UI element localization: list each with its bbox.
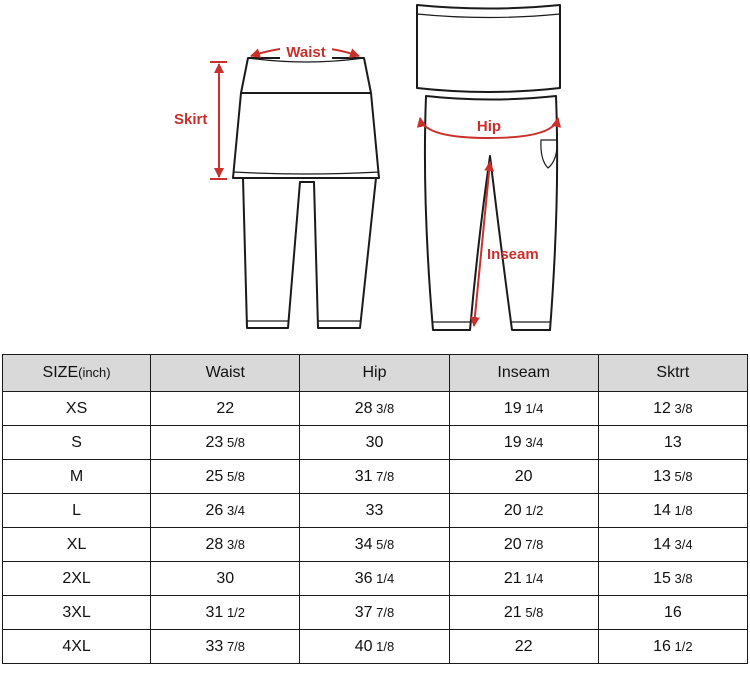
skirt-whole: 12 — [653, 399, 671, 417]
hip-fraction: 7/8 — [372, 604, 395, 620]
skirt-fraction: 5/8 — [670, 468, 693, 484]
hip-whole: 33 — [365, 501, 384, 519]
inseam-cell — [449, 528, 598, 562]
hip-whole: 40 — [354, 637, 373, 655]
inseam-cell — [449, 630, 598, 664]
table-row — [3, 426, 748, 460]
skirt-fraction: 3/8 — [670, 570, 693, 586]
waist-cell — [151, 630, 300, 664]
table-row — [3, 528, 748, 562]
inseam-whole: 22 — [514, 637, 533, 655]
waist-whole: 22 — [216, 399, 235, 417]
skirt-label: Skirt — [174, 111, 208, 128]
skirt-cell — [598, 392, 747, 426]
waist-fraction: 5/8 — [223, 434, 246, 450]
skirt-whole: 14 — [653, 535, 671, 553]
skirted-leggings-drawing — [233, 58, 379, 328]
waist-whole: 23 — [205, 433, 224, 451]
hip-fraction: 5/8 — [372, 536, 395, 552]
hip-whole: 37 — [354, 603, 373, 621]
hip-cell — [300, 596, 449, 630]
size-cell: XS — [3, 392, 151, 426]
header-inseam: Inseam — [449, 355, 598, 392]
inseam-whole: 21 — [503, 569, 522, 587]
hip-whole: 36 — [354, 569, 373, 587]
waist-whole: 31 — [205, 603, 224, 621]
hip-fraction: 3/8 — [372, 400, 395, 416]
table-header-row — [3, 355, 748, 392]
hip-whole: 30 — [365, 433, 384, 451]
waist-cell — [151, 392, 300, 426]
waist-cell — [151, 494, 300, 528]
skirt-fraction: 1/8 — [670, 502, 693, 518]
waist-fraction: 1/2 — [223, 604, 246, 620]
table-row — [3, 392, 748, 426]
header-waist: Waist — [151, 355, 300, 392]
size-cell: L — [3, 494, 151, 528]
hip-cell — [300, 392, 449, 426]
table-row — [3, 494, 748, 528]
inseam-fraction: 5/8 — [521, 604, 544, 620]
skirt-fraction: 1/2 — [670, 638, 693, 654]
waist-cell — [151, 562, 300, 596]
waist-whole: 30 — [216, 569, 235, 587]
skirt-whole: 15 — [653, 569, 671, 587]
hip-fraction: 1/8 — [372, 638, 395, 654]
inseam-whole: 19 — [503, 433, 522, 451]
skirt-cell — [598, 562, 747, 596]
inseam-cell — [449, 562, 598, 596]
hip-cell — [300, 460, 449, 494]
hip-cell — [300, 426, 449, 460]
inseam-cell — [449, 596, 598, 630]
skirt-cell — [598, 528, 747, 562]
hip-whole: 34 — [354, 535, 373, 553]
inseam-cell — [449, 494, 598, 528]
skirt-cell — [598, 426, 747, 460]
inseam-cell — [449, 460, 598, 494]
size-cell: 2XL — [3, 562, 151, 596]
waist-whole: 33 — [205, 637, 224, 655]
skirt-cell — [598, 630, 747, 664]
hip-fraction: 1/4 — [372, 570, 395, 586]
size-cell: XL — [3, 528, 151, 562]
inseam-fraction: 1/4 — [521, 570, 544, 586]
table-row — [3, 596, 748, 630]
skirt-whole: 13 — [653, 467, 671, 485]
header-hip: Hip — [300, 355, 449, 392]
waist-label: Waist — [286, 44, 326, 61]
hip-cell — [300, 562, 449, 596]
inseam-fraction: 1/4 — [521, 400, 544, 416]
header-size — [3, 355, 151, 392]
hip-fraction: 7/8 — [372, 468, 395, 484]
header-skirt: Sktrt — [598, 355, 747, 392]
header-size-text: SIZE — [42, 364, 79, 381]
table-row — [3, 562, 748, 596]
skirt-whole: 13 — [663, 433, 682, 451]
hip-whole: 31 — [354, 467, 373, 485]
size-cell: S — [3, 426, 151, 460]
inseam-whole: 20 — [503, 535, 522, 553]
skirt-whole: 16 — [663, 603, 682, 621]
inseam-cell — [449, 426, 598, 460]
waist-whole: 25 — [205, 467, 224, 485]
waist-fraction: 7/8 — [223, 638, 246, 654]
skirt-cell — [598, 460, 747, 494]
waist-fraction: 5/8 — [223, 468, 246, 484]
table-row — [3, 630, 748, 664]
inseam-whole: 20 — [514, 467, 533, 485]
hip-cell — [300, 494, 449, 528]
hip-label: Hip — [476, 118, 502, 135]
waist-whole: 28 — [205, 535, 224, 553]
skirt-whole: 16 — [653, 637, 671, 655]
inseam-fraction: 7/8 — [521, 536, 544, 552]
waist-cell — [151, 426, 300, 460]
size-cell: 3XL — [3, 596, 151, 630]
waist-cell — [151, 528, 300, 562]
waist-cell — [151, 460, 300, 494]
skirt-cell — [598, 596, 747, 630]
hip-cell — [300, 630, 449, 664]
size-chart-table — [2, 354, 748, 664]
inseam-fraction: 1/2 — [521, 502, 544, 518]
waist-whole: 26 — [205, 501, 224, 519]
skirt-cell — [598, 494, 747, 528]
inseam-whole: 21 — [503, 603, 522, 621]
inseam-cell — [449, 392, 598, 426]
inseam-fraction: 3/4 — [521, 434, 544, 450]
header-size-unit: (inch) — [78, 365, 111, 380]
table-row — [3, 460, 748, 494]
inseam-whole: 20 — [503, 501, 522, 519]
waist-fraction: 3/8 — [223, 536, 246, 552]
size-cell: 4XL — [3, 630, 151, 664]
inseam-label: Inseam — [487, 246, 539, 263]
skirt-whole: 14 — [653, 501, 671, 519]
skirt-fraction: 3/4 — [670, 536, 693, 552]
waist-cell — [151, 596, 300, 630]
inseam-whole: 19 — [503, 399, 522, 417]
hip-whole: 28 — [354, 399, 373, 417]
table-body — [3, 392, 748, 664]
hip-cell — [300, 528, 449, 562]
skirt-fraction: 3/8 — [670, 400, 693, 416]
size-cell: M — [3, 460, 151, 494]
waist-fraction: 3/4 — [223, 502, 246, 518]
